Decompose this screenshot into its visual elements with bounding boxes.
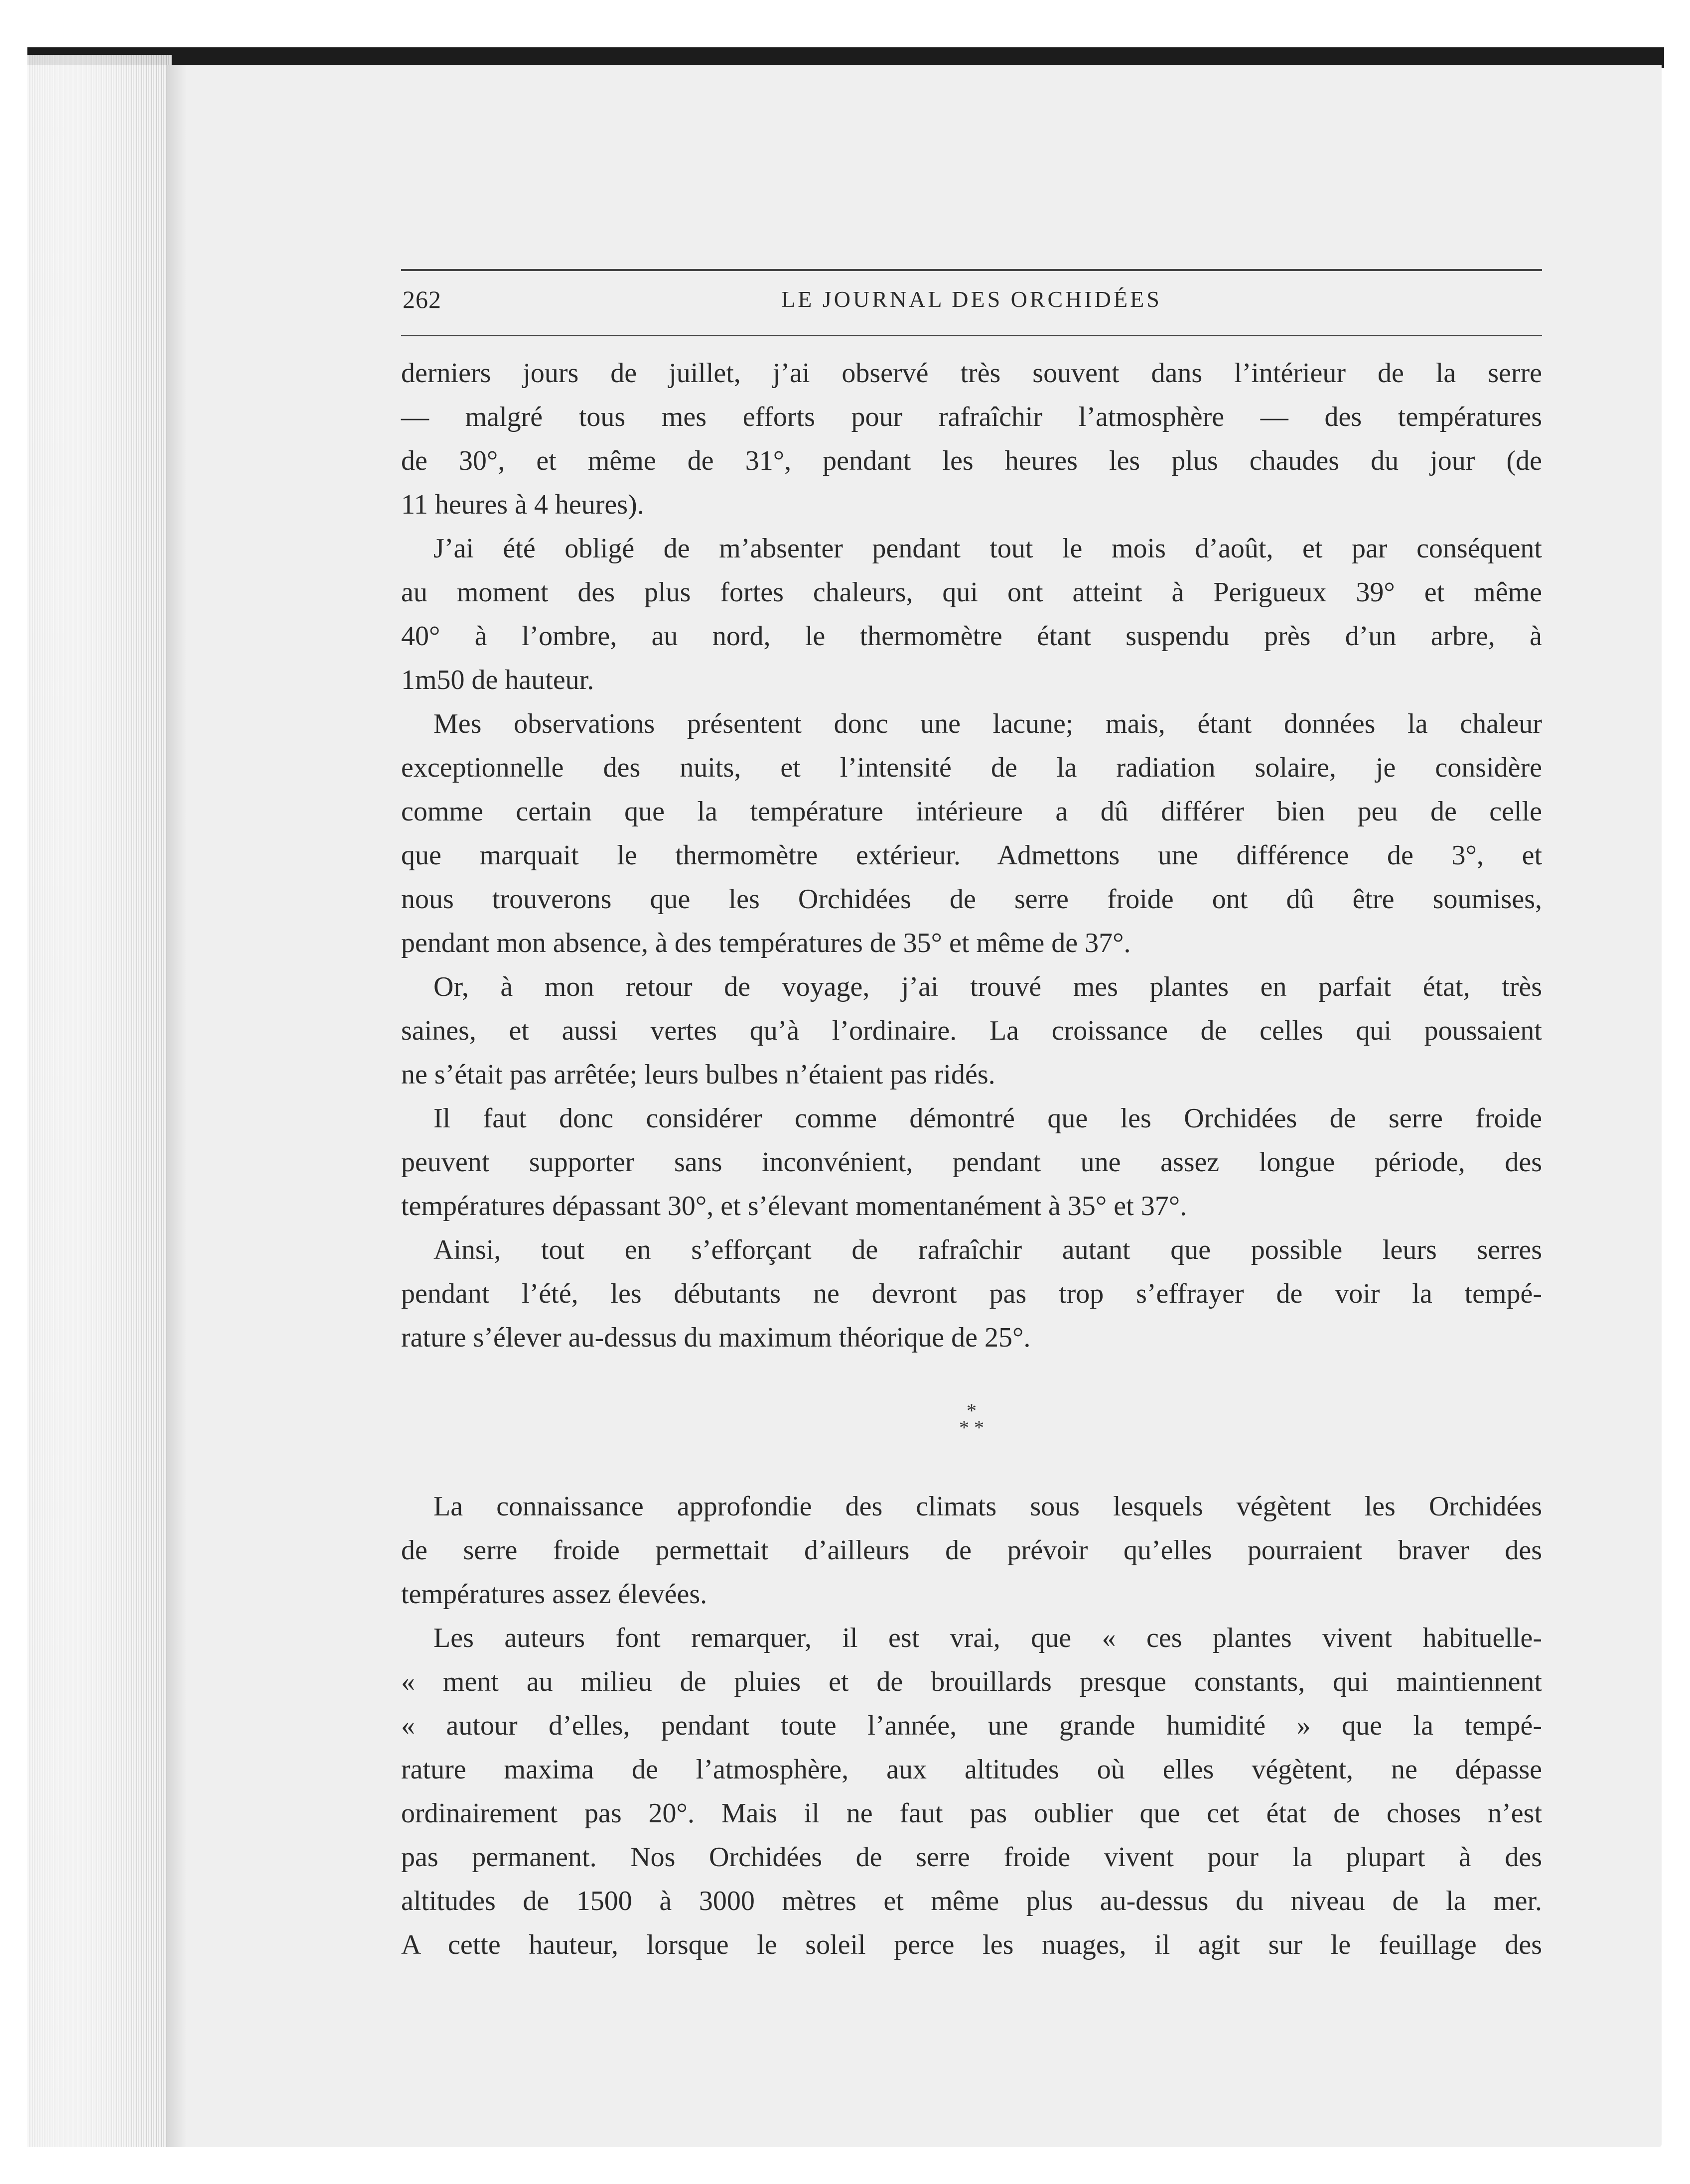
text-line: températures dépassant 30°, et s’élevant momentanément à 35° et 37°. <box>401 1191 1187 1222</box>
text-line: altitudes de 1500 à 3000 mètres et même plus au-dessus du niveau de la mer. <box>401 1886 1542 1916</box>
text-line: que marquait le thermomètre extérieur. Admettons une différence de 3°, et <box>401 840 1542 871</box>
page-edges <box>27 55 172 2147</box>
text-line: 1m50 de hauteur. <box>401 665 594 695</box>
text-line: rature s’élever au-dessus du maximum théorique de 25°. <box>401 1322 1031 1353</box>
text-line: Mes observations présentent donc une lacune; mais, étant données la chaleur <box>433 708 1542 739</box>
text-line: Ainsi, tout en s’efforçant de rafraîchir autant que possible leurs serres <box>433 1234 1542 1265</box>
text-line: 11 heures à 4 heures). <box>401 489 644 520</box>
text-line: de serre froide permettait d’ailleurs de prévoir qu’elles pourraient braver des <box>401 1535 1542 1566</box>
text-line: pas permanent. Nos Orchidées de serre froide vivent pour la plupart à des <box>401 1842 1542 1873</box>
text-line: nous trouverons que les Orchidées de serre froide ont dû être soumises, <box>401 884 1542 915</box>
text-line: saines, et aussi vertes qu’à l’ordinaire. La croissance de celles qui poussaient <box>401 1015 1542 1046</box>
section-separator <box>401 1399 1542 1439</box>
text-line: A cette hauteur, lorsque le soleil perce les nuages, il agit sur le feuillage des <box>401 1929 1542 1960</box>
text-line: températures assez élevées. <box>401 1579 707 1610</box>
text-line: pendant mon absence, à des températures de 35° et même de 37°. <box>401 928 1131 958</box>
text-line: comme certain que la température intérieure a dû différer bien peu de celle <box>401 796 1542 827</box>
text-line: Il faut donc considérer comme démontré que les Orchidées de serre froide <box>433 1103 1542 1134</box>
text-line: au moment des plus fortes chaleurs, qui ont atteint à Perigueux 39° et même <box>401 577 1542 608</box>
text-line: La connaissance approfondie des climats sous lesquels végètent les Orchidées <box>433 1491 1542 1522</box>
text-line: 40° à l’ombre, au nord, le thermomètre étant suspendu près d’un arbre, à <box>401 621 1542 652</box>
text-line: — malgré tous mes efforts pour rafraîchir l’atmosphère — des températures <box>401 402 1542 432</box>
text-line: ordinairement pas 20°. Mais il ne faut pas oublier que cet état de choses n’est <box>401 1798 1542 1829</box>
text-line: « ment au milieu de pluies et de brouillards presque constants, qui maintiennent <box>401 1666 1542 1697</box>
text-line: rature maxima de l’atmosphère, aux altitudes où elles végètent, ne dépasse <box>401 1754 1542 1785</box>
text-block-2 <box>401 1485 1542 1967</box>
text-line: derniers jours de juillet, j’ai observé très souvent dans l’intérieur de la serre <box>401 358 1542 389</box>
text-line: Les auteurs font remarquer, il est vrai, que « ces plantes vivent habituelle- <box>433 1623 1542 1653</box>
text-line: J’ai été obligé de m’absenter pendant tout le mois d’août, et par conséquent <box>433 533 1542 564</box>
text-line: pendant l’été, les débutants ne devront pas trop s’effrayer de voir la tempé- <box>401 1278 1542 1309</box>
text-line: Or, à mon retour de voyage, j’ai trouvé mes plantes en parfait état, très <box>433 971 1542 1002</box>
text-line: peuvent supporter sans inconvénient, pendant une assez longue période, des <box>401 1147 1542 1178</box>
header-rule-top <box>401 269 1542 271</box>
text-line: ne s’était pas arrêtée; leurs bulbes n’étaient pas ridés. <box>401 1059 995 1090</box>
running-title: LE JOURNAL DES ORCHIDÉES <box>781 286 1162 312</box>
text-line: « autour d’elles, pendant toute l’année, une grande humidité » que la tempé- <box>401 1710 1542 1741</box>
gutter-shadow <box>167 65 187 2147</box>
text-block-1 <box>401 351 1542 1360</box>
separator-star-top: * <box>967 1399 977 1422</box>
separator-stars-bottom: * * <box>959 1416 984 1439</box>
page-number: 262 <box>403 285 441 313</box>
text-line: de 30°, et même de 31°, pendant les heures les plus chaudes du jour (de <box>401 445 1542 476</box>
text-line: exceptionnelle des nuits, et l’intensité de la radiation solaire, je considère <box>401 752 1542 783</box>
header-rule-bottom <box>401 335 1542 336</box>
